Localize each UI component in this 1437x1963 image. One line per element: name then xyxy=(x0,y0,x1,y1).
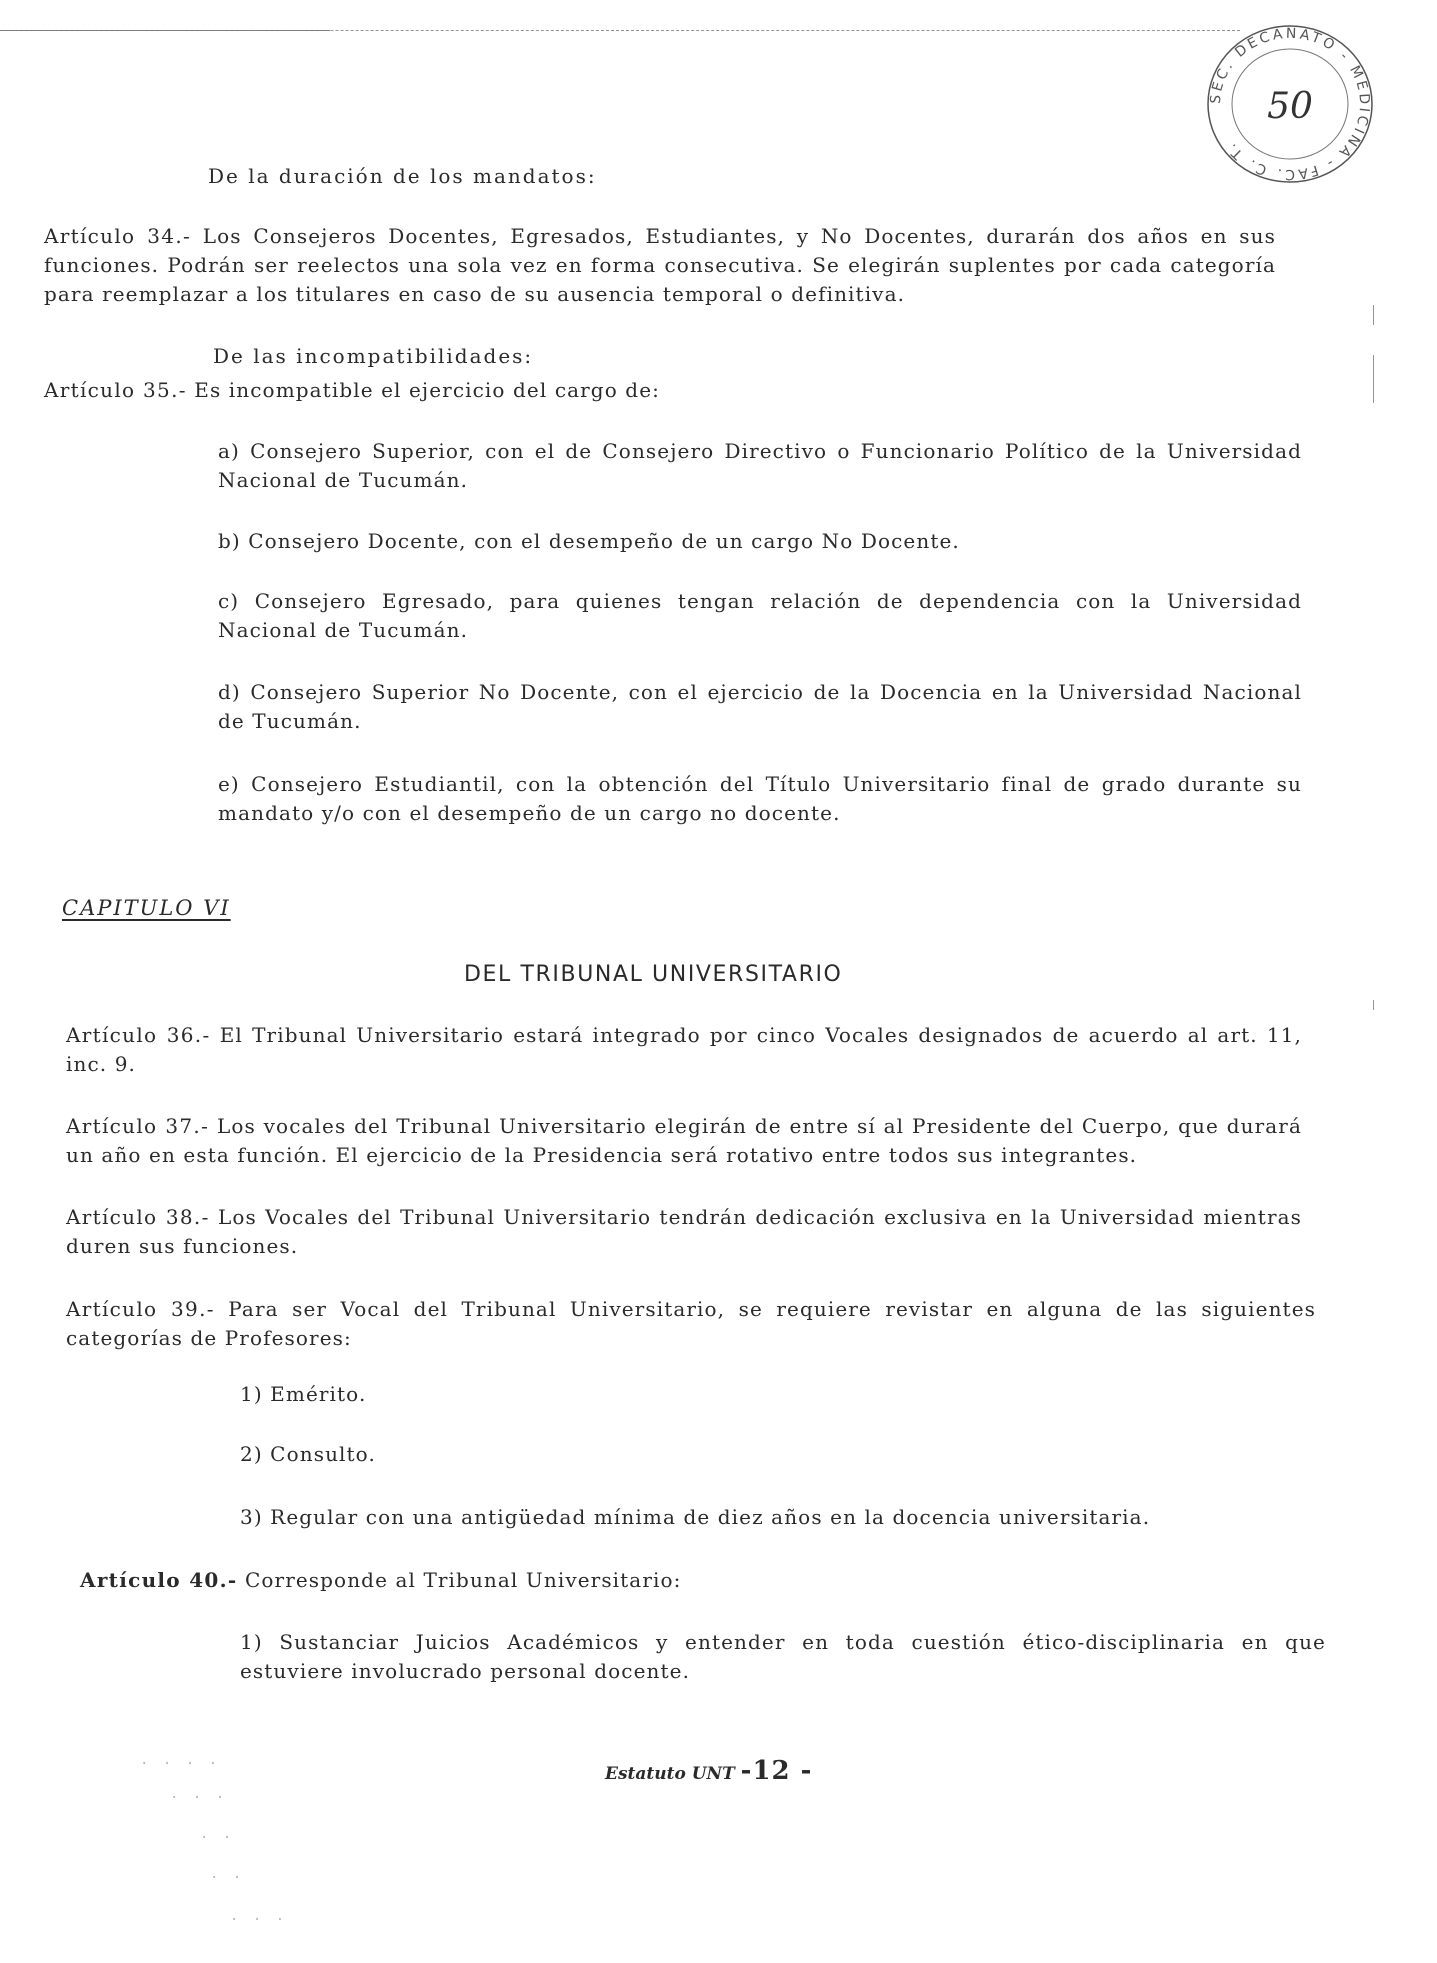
article-36-label: Artículo 36.- xyxy=(66,1023,211,1047)
article-39 xyxy=(66,1295,1316,1353)
article-38 xyxy=(66,1203,1302,1261)
heading-incompatibilidades: De las incompatibilidades: xyxy=(213,344,534,368)
article-36-text: El Tribunal Universitario estará integrado por cinco Vocales designados de acuerdo al art. 11, inc. 9. xyxy=(66,1023,1303,1076)
margin-mark xyxy=(1373,305,1374,325)
section-title: DEL TRIBUNAL UNIVERSITARIO xyxy=(464,962,843,987)
article-40 xyxy=(80,1566,1180,1595)
bleed-through-noise: · · · xyxy=(230,1912,288,1928)
art39-item-3: 3) Regular con una antigüedad mínima de diez años en la docencia universitaria. xyxy=(240,1505,1151,1529)
art39-item-1: 1) Emérito. xyxy=(240,1382,367,1406)
article-34 xyxy=(44,222,1276,309)
office-seal-stamp xyxy=(1198,18,1378,188)
article-39-text: Para ser Vocal del Tribunal Universitario, se requiere revistar en alguna de las siguientes categorías de Profesores: xyxy=(66,1297,1316,1350)
article-35 xyxy=(44,376,1244,405)
article-36 xyxy=(66,1021,1302,1079)
stamp-ring-text: SEC. DECANATO - MEDICINA - FAC. C. T. xyxy=(1207,25,1373,183)
art39-item-2: 2) Consulto. xyxy=(240,1442,376,1466)
heading-mandatos: De la duración de los mandatos: xyxy=(208,164,597,188)
margin-mark xyxy=(1373,355,1374,403)
incompat-item-a: a) Consejero Superior, con el de Consejero Directivo o Funcionario Político de la Universidad Nacional de Tucumán. xyxy=(218,439,1302,492)
article-37-label: Artículo 37.- xyxy=(66,1114,210,1138)
bleed-through-noise: · · xyxy=(200,1830,235,1846)
article-38-label: Artículo 38.- xyxy=(66,1205,210,1229)
page-number: -12 - xyxy=(740,1756,813,1786)
bleed-through-noise: · · xyxy=(210,1870,245,1886)
article-39-label: Artículo 39.- xyxy=(66,1297,215,1321)
article-37 xyxy=(66,1112,1302,1170)
bleed-through-noise: · · · xyxy=(170,1790,228,1806)
incompat-item-e: e) Consejero Estudiantil, con la obtención del Título Universitario final de grado durante su mandato y/o con el desempeño de un cargo no docente. xyxy=(218,772,1302,825)
page-footer xyxy=(605,1756,812,1786)
scan-edge-dashed-line xyxy=(0,30,1240,31)
article-37-text: Los vocales del Tribunal Universitario elegirán de entre sí al Presidente del Cuerpo, que durará un año en esta función. El ejercicio de la Presidencia será rotativo entre todos sus integrantes. xyxy=(66,1114,1302,1167)
article-35-text: Es incompatible el ejercicio del cargo de: xyxy=(194,378,660,402)
article-34-label: Artículo 34.- xyxy=(44,224,192,248)
incompat-item-c: c) Consejero Egresado, para quienes tengan relación de dependencia con la Universidad Nacional de Tucumán. xyxy=(218,589,1302,642)
article-34-text: Los Consejeros Docentes, Egresados, Estudiantes, y No Docentes, durarán dos años en sus funciones. Podrán ser reelectos una sola vez en forma consecutiva. Se elegirán suplentes por cada categoría para reemplazar a los titulares en caso de su ausencia temporal o definitiva. xyxy=(44,224,1276,306)
footer-label: Estatuto UNT xyxy=(605,1764,735,1784)
article-40-text: Corresponde al Tribunal Universitario: xyxy=(244,1568,682,1592)
margin-mark xyxy=(1373,1000,1374,1010)
art40-item-1: 1) Sustanciar Juicios Académicos y entender en toda cuestión ético-disciplinaria en que estuviere involucrado personal docente. xyxy=(240,1630,1326,1683)
article-35-label: Artículo 35.- xyxy=(44,378,187,402)
chapter-heading: CAPITULO VI xyxy=(62,896,231,920)
incompat-item-d: d) Consejero Superior No Docente, con el ejercicio de la Docencia en la Universidad Nacional de Tucumán. xyxy=(218,680,1302,733)
bleed-through-noise: · · · · xyxy=(140,1756,221,1772)
article-40-label: Artículo 40.- xyxy=(80,1568,238,1592)
stamp-number: 50 xyxy=(1267,86,1313,127)
article-38-text: Los Vocales del Tribunal Universitario tendrán dedicación exclusiva en la Universidad mientras duren sus funciones. xyxy=(66,1205,1302,1258)
incompat-item-b: b) Consejero Docente, con el desempeño de un cargo No Docente. xyxy=(218,529,960,553)
